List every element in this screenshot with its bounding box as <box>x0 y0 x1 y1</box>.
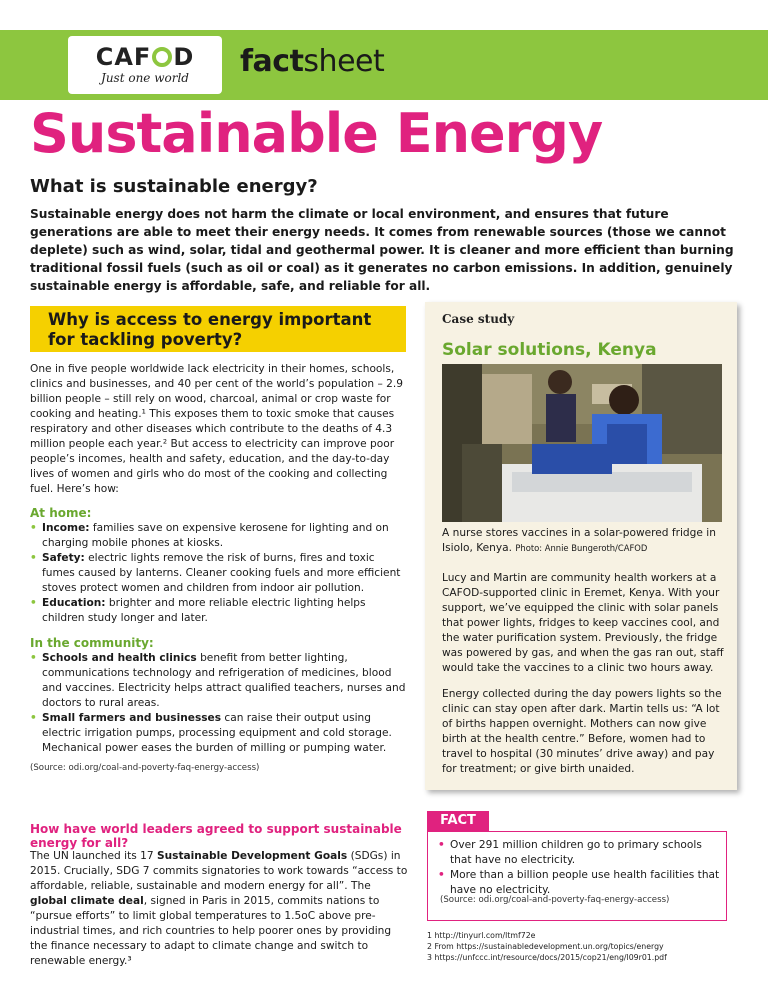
cafod-logo <box>68 36 222 94</box>
why-heading: Why is access to energy important for tackling poverty? <box>48 310 372 349</box>
case-study-photo <box>442 364 722 522</box>
nurse-photo-illustration <box>442 364 722 522</box>
list-item: • Small farmers and businesses can raise their output using electric irrigation pumps, processing equipment and cold storage. Mechanical power eases the burden of milling or pumping water. <box>30 711 408 756</box>
list-item: • Over 291 million children go to primary schools that have no electricity. <box>438 838 722 868</box>
community-heading: In the community: <box>30 636 154 650</box>
list-item: • Schools and health clinics benefit from better lighting, communications technology and refrigeration of medicines, blood and vaccines. Electricity helps attract qualified teachers, nurses and doctors to rural areas. <box>30 651 408 711</box>
fact-list <box>438 838 722 898</box>
logo-circle-icon <box>152 47 172 67</box>
footnote: 3 https://unfccc.int/resource/docs/2015/cop21/eng/l09r01.pdf <box>427 953 667 962</box>
case-study-title: Solar solutions, Kenya <box>442 340 657 360</box>
list-item: • Education: brighter and more reliable electric lighting helps children study longer and later. <box>30 596 408 626</box>
fact-tag: FACT <box>427 811 489 831</box>
why-section <box>30 362 408 776</box>
intro-body: Sustainable energy does not harm the climate or local environment, and ensures that future generations are able to meet their energy needs. It comes from renewable sources (those we cannot deplete) such as wind, solar, tidal and geothermal power. It is cleaner and more efficient than burning traditional fossil fuels (such as oil or coal) as it generates no carbon emissions. In addition, genuinely sustainable energy is affordable, safe, and reliable for all. <box>30 207 734 293</box>
home-heading: At home: <box>30 506 92 520</box>
case-study-para-2: Energy collected during the day powers lights so the clinic can stay open after dark. Martin tells us: “A lot of births happen overnight. Mothers can now give birth at the health centre.” Before, women had to travel to hospital (30 minutes’ drive away) and pay for treatment; or give birth unaided. <box>442 688 722 775</box>
case-study-label: Case study <box>442 312 515 326</box>
logo-tagline: Just one world <box>101 71 189 85</box>
why-body: One in five people worldwide lack electricity in their homes, schools, clinics and businesses, and 40 per cent of the world’s population – 2.9 billion people – still rely on wood, charcoal, animal or crop waste for cooking and heating.¹ This exposes them to toxic smoke that causes respiratory and other diseases which contribute to the deaths of 4.3 million people each year.² But access to electricity can improve poor people’s incomes, health and safety, education, and the day-to-day lives of women and girls who do most of the cooking and collecting fuel. Here’s how: <box>30 363 404 495</box>
list-item: • More than a billion people use health facilities that have no electricity. <box>438 868 722 898</box>
intro-heading: What is sustainable energy? <box>30 176 318 197</box>
world-leaders-heading: How have world leaders agreed to support sustainable energy for all? <box>30 822 402 850</box>
list-item: • Safety: electric lights remove the risk of burns, fires and toxic fumes caused by lanterns. Cleaner cooking fuels and more efficient stoves protect women and children from indoor air pollution. <box>30 551 408 596</box>
footnote: 1 http://tinyurl.com/ltmf72e <box>427 931 536 940</box>
footnote: 2 From https://sustainabledevelopment.un.org/topics/energy <box>427 942 664 951</box>
community-list <box>30 651 408 756</box>
world-leaders-body: The UN launched its 17 Sustainable Development Goals (SDGs) in 2015. Crucially, SDG 7 commits signatories to work towards “access to affordable, reliable, sustainable and modern energy for all”. The global climate deal, signed in Paris in 2015, commits nations to “pursue efforts” to limit global temperatures to 1.5oC above pre-industrial times, and rich countries to help poorer ones by providing the finance necessary to adapt to climate change and switch to renewable energy.³ <box>30 850 408 967</box>
home-list <box>30 521 408 626</box>
photo-credit: Photo: Annie Bungeroth/CAFOD <box>515 543 648 553</box>
why-source: (Source: odi.org/coal-and-poverty-faq-energy-access) <box>30 763 260 773</box>
fact-source: (Source: odi.org/coal-and-poverty-faq-energy-access) <box>440 895 670 905</box>
list-item: • Income: families save on expensive kerosene for lighting and on charging mobile phones at kiosks. <box>30 521 408 551</box>
factsheet-label: factsheet <box>240 44 385 79</box>
photo-caption: A nurse stores vaccines in a solar-powered fridge in Isiolo, Kenya. Photo: Annie Bungeroth/CAFOD <box>442 527 716 554</box>
page-title: Sustainable Energy <box>30 102 603 165</box>
footnotes <box>427 930 747 963</box>
case-study-para-1: Lucy and Martin are community health workers at a CAFOD-supported clinic in Eremet, Kenya. With your support, we’ve equipped the clinic with solar panels that power lights, fridges to keep vaccines cool, and the water purification system. Previously, the fridge was powered by gas, and when the gas ran out, staff would take the vaccines to a clinic two hours away. <box>442 572 724 674</box>
logo-wordmark: CAF D <box>95 43 195 71</box>
